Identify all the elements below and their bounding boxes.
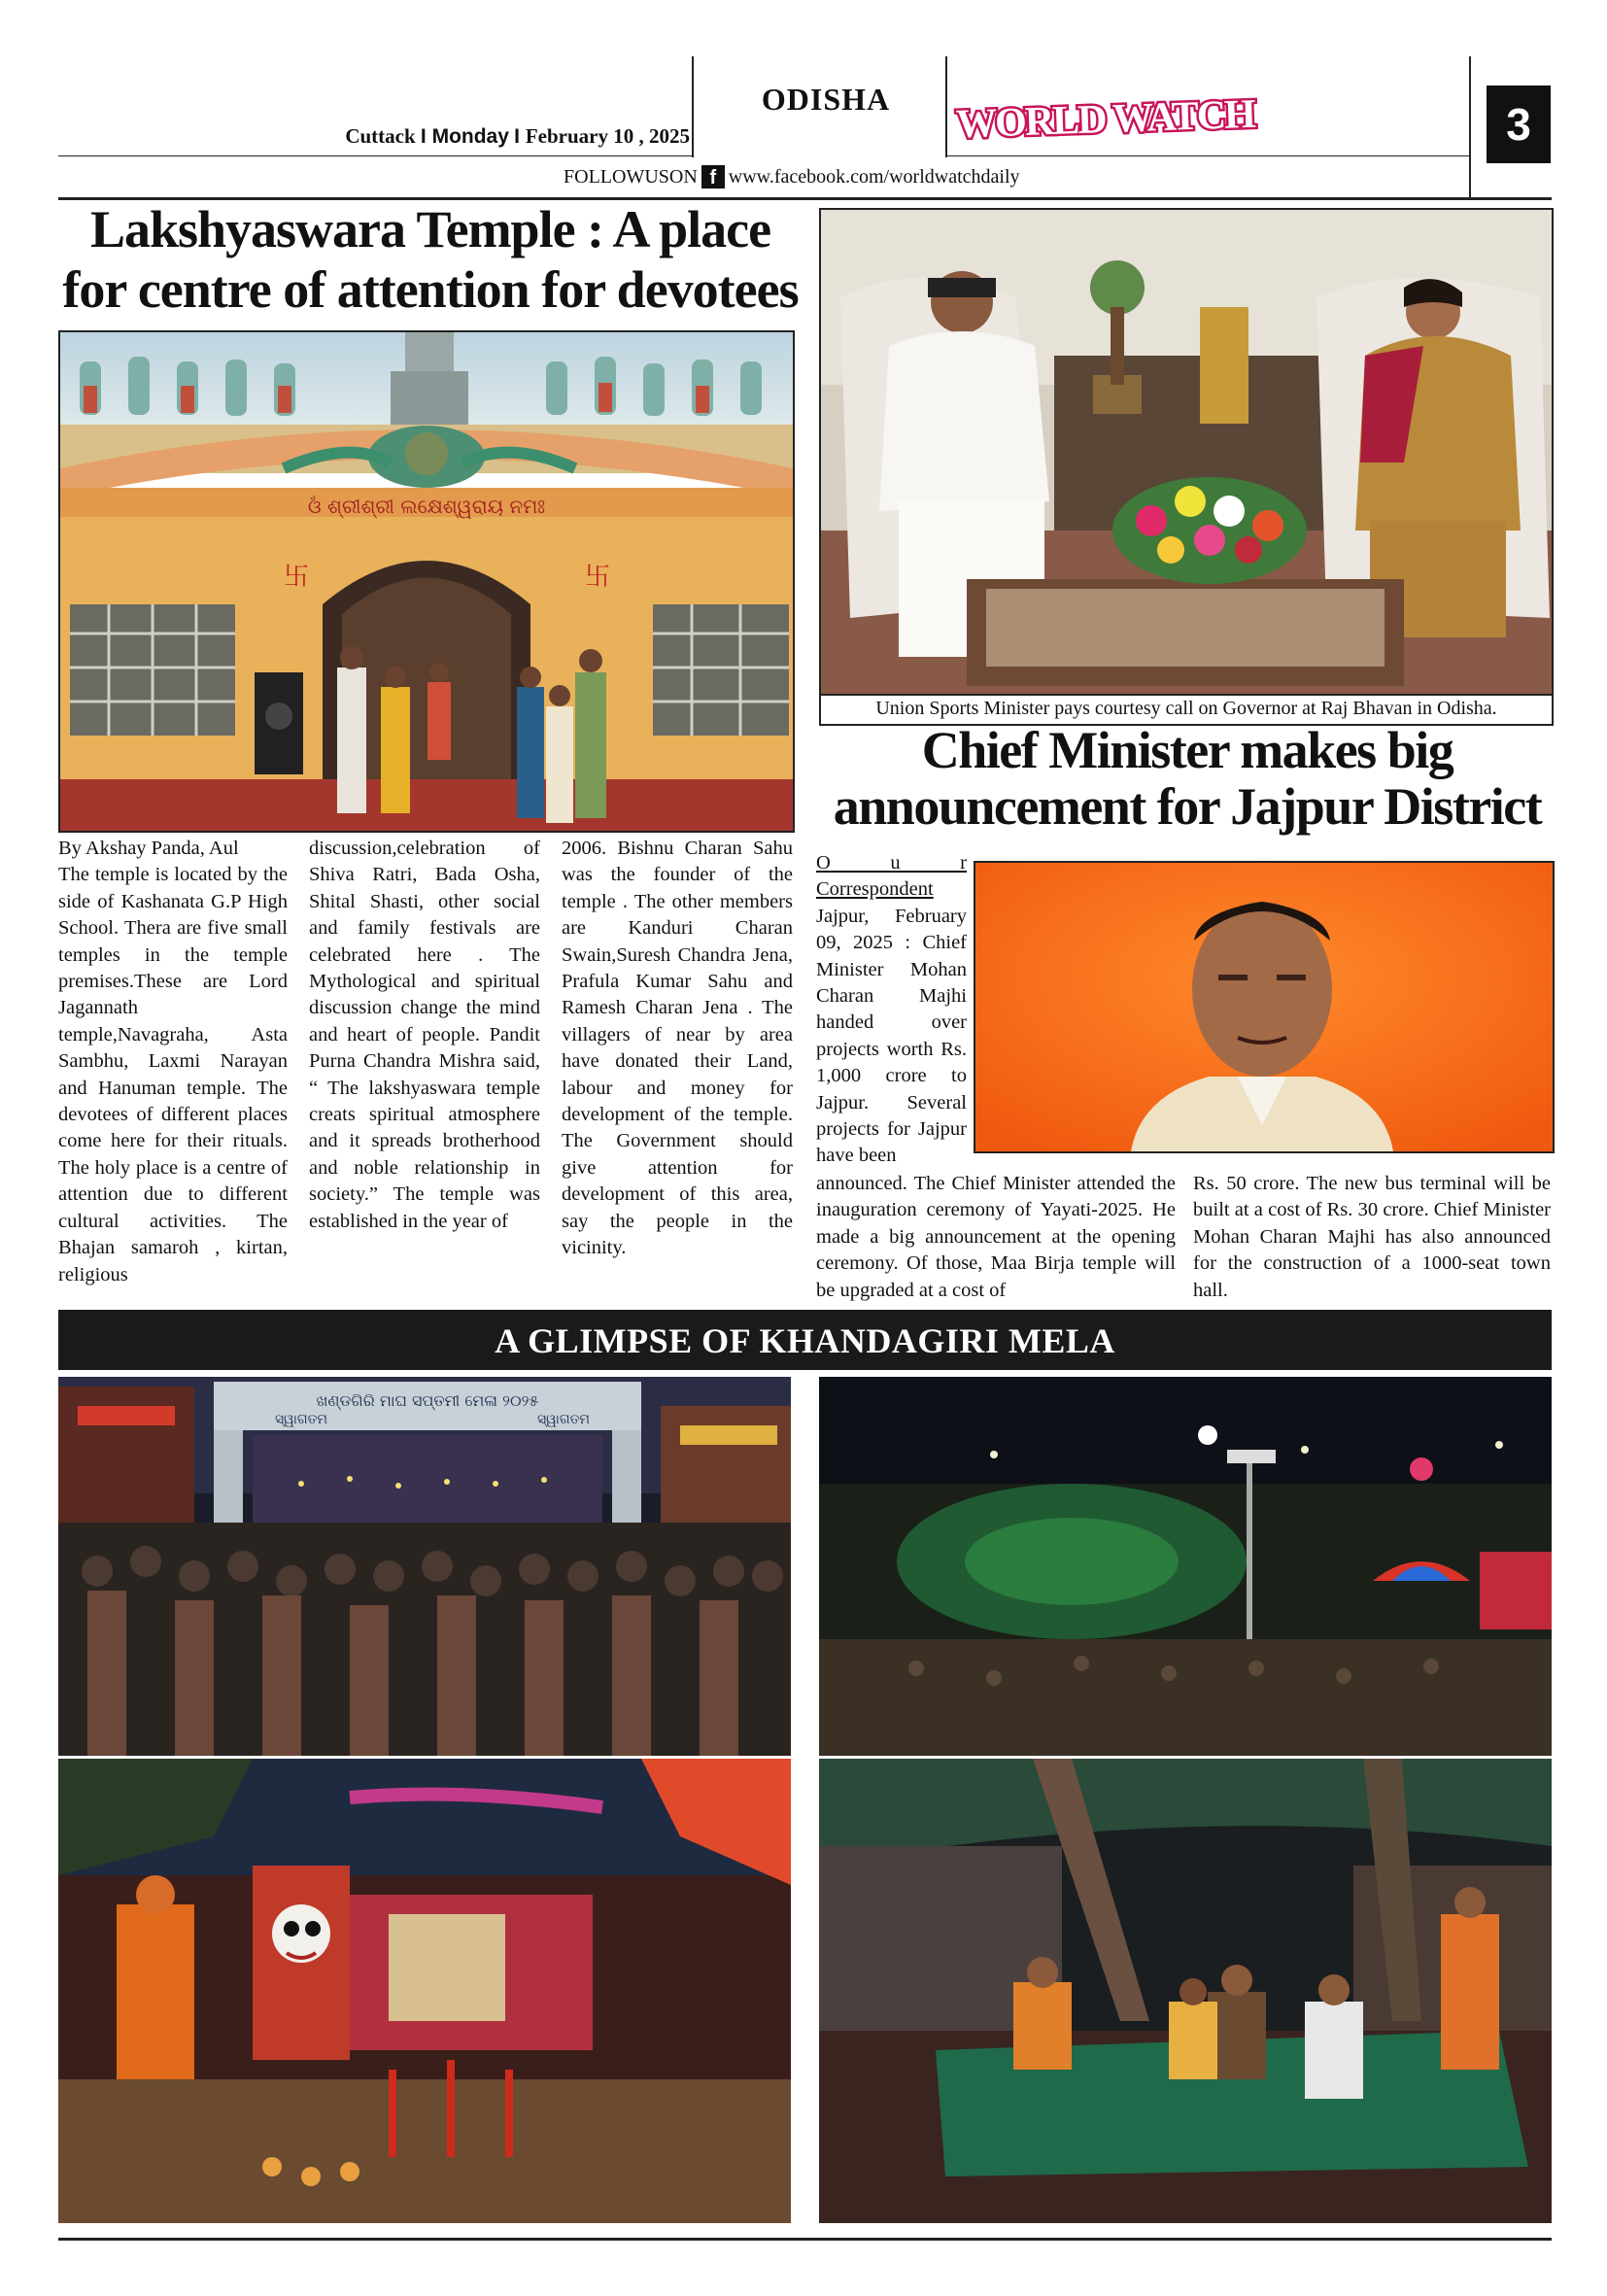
article2-col1-bottom bbox=[816, 1171, 1176, 1304]
article1-col1 bbox=[58, 836, 288, 1288]
svg-text:ଓଁ ଶ୍ରୀଶ୍ରୀ ଲକ୍ଷେଶ୍ୱରାୟ ନମଃ: ଓଁ ଶ୍ରୀଶ୍ରୀ ଲକ୍ଷେଶ୍ୱରାୟ ନମଃ bbox=[307, 495, 546, 518]
article2-col1-top bbox=[816, 850, 967, 1170]
article1-col3-text: 2006. Bishnu Charan Sahu was the founder of the temple . The other members are Kanduri Charan Swain,Suresh Chandra Jena, Prafula Kumar Sahu and Ramesh Charan Jena . The villagers of near by area have donated their Land, labour and money for development of the temple. The Government should give attention for development of this area, say the people in the vicinity. bbox=[562, 838, 793, 1259]
section-title: ODISHA bbox=[761, 82, 891, 117]
svg-text:卐: 卐 bbox=[585, 563, 611, 592]
world-watch-logo bbox=[952, 78, 1255, 155]
dateline-city: Cuttack bbox=[345, 124, 416, 148]
governor-meeting-photo bbox=[819, 208, 1554, 696]
dateline-day: Monday bbox=[431, 125, 509, 148]
article2-col2 bbox=[1193, 1171, 1551, 1304]
article1-headline-line1: Lakshyaswara Temple : A place bbox=[89, 200, 771, 258]
article1-col3 bbox=[562, 836, 793, 1262]
article1-headline bbox=[56, 199, 804, 320]
page-bottom-rule bbox=[58, 2238, 1552, 2241]
header-divider-right bbox=[945, 56, 947, 157]
mela-crowd-gate-photo bbox=[58, 1377, 791, 1756]
svg-text:ସ୍ୱାଗତମ: ସ୍ୱାଗତମ bbox=[536, 1412, 591, 1427]
mela-sadhus-photo bbox=[819, 1759, 1552, 2223]
article1-col2-text: discussion,celebration of Shiva Ratri, Bada Osha, Shital Shasti, other social and family festivals are celebrated here . The Mythological and spiritual discussion change the mind and heart of people. Pandit Purna Chandra Mishra said, “ The lakshyaswara temple creats spiritual atmosphere and it spreads brotherhood and noble relationship in society.” The temple was established in the year of bbox=[309, 838, 540, 1232]
article2-headline-line2: announcement for Jajpur District bbox=[833, 777, 1542, 836]
dateline-date: February 10 , 2025 bbox=[525, 124, 690, 148]
article1-byline: By Akshay Panda, Aul bbox=[58, 838, 239, 859]
temple-photo bbox=[58, 330, 795, 833]
header-rule-left bbox=[58, 155, 694, 156]
page-number: 3 bbox=[1487, 86, 1551, 163]
dateline: Cuttack I Monday I February 10 , 2025 bbox=[345, 124, 690, 148]
article2-headline-line1: Chief Minister makes big bbox=[921, 721, 1453, 779]
article1-col1-text: The temple is located by the side of Kashanata G.P High School. Thera are five small temples in the temple premises.These are Lord Jagannath temple,Navagraha, Asta Sambhu, Laxmi Narayan and Hanuman temple. The devotees of different places come here for their rituals. The holy place is a centre of attention due to different cultural activities. The Bhajan samaroh , kirtan, religious bbox=[58, 864, 288, 1285]
header-divider-page bbox=[1469, 56, 1471, 198]
follow-us-line bbox=[564, 165, 1020, 188]
article1-col2 bbox=[309, 836, 540, 1235]
facebook-link[interactable]: www.facebook.com/worldwatchdaily bbox=[728, 165, 1020, 188]
mela-shrine-photo bbox=[58, 1759, 791, 2223]
chief-minister-portrait bbox=[974, 861, 1555, 1153]
mela-hill-night-photo bbox=[819, 1377, 1552, 1756]
follow-label: FOLLOWUSON bbox=[564, 165, 698, 188]
mela-banner: A GLIMPSE OF KHANDAGIRI MELA bbox=[58, 1310, 1552, 1370]
article2-headline bbox=[818, 722, 1556, 835]
header-rule-right bbox=[945, 155, 1470, 156]
svg-text:ସ୍ୱାଗତମ: ସ୍ୱାଗତମ bbox=[274, 1412, 328, 1427]
article2-col1-top-text: Jajpur, February 09, 2025 : Chief Minister Mohan Charan Majhi handed over projects worth Rs. 1,000 crore to Jajpur. Several projects for Jajpur have been bbox=[816, 905, 967, 1167]
governor-photo-caption: Union Sports Minister pays courtesy call on Governor at Raj Bhavan in Odisha. bbox=[819, 693, 1554, 726]
article1-headline-line2: for centre of attention for devotees bbox=[62, 260, 799, 319]
svg-text:ଖଣ୍ଡଗିରି ମାଘ ସପ୍ତମୀ ମେଳା ୨୦୨୫: ଖଣ୍ଡଗିରି ମାଘ ସପ୍ତମୀ ମେଳା ୨୦୨୫ bbox=[316, 1391, 539, 1410]
svg-text:卐: 卐 bbox=[284, 563, 310, 592]
article2-correspondent: O u r Correspondent bbox=[816, 852, 967, 901]
article2-col1-bottom-text: announced. The Chief Minister attended the inauguration ceremony of Yayati-2025. He made a big announcement at the opening ceremony. Of those, Maa Birja temple will be upgraded at a cost of bbox=[816, 1173, 1176, 1301]
header-divider-left bbox=[692, 56, 694, 157]
svg-text:WORLD WATCH: WORLD WATCH bbox=[955, 91, 1255, 148]
article2-col2-text: Rs. 50 crore. The new bus terminal will be built at a cost of Rs. 30 crore. Chief Minister Mohan Charan Majhi has also announced for the construction of a 1000-seat town hall. bbox=[1193, 1173, 1551, 1301]
facebook-icon: f bbox=[701, 165, 725, 188]
